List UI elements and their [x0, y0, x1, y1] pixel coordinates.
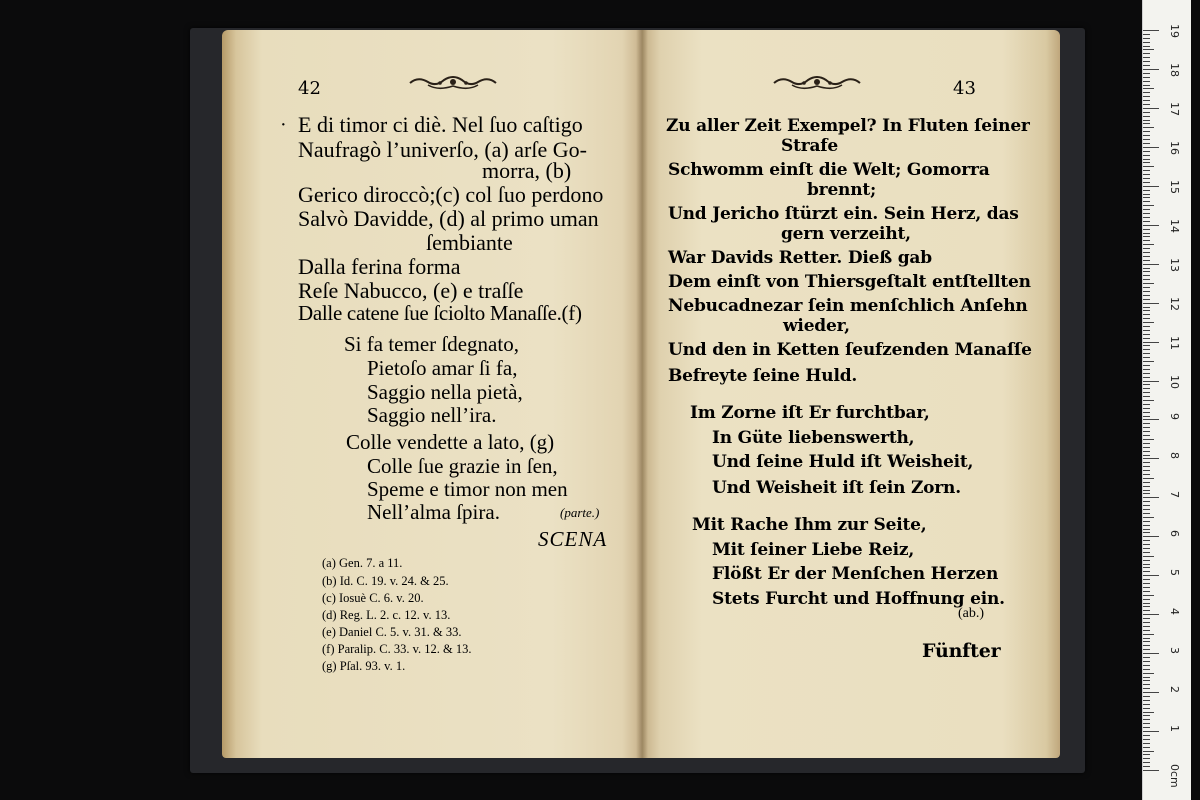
ruler-tick — [1143, 326, 1150, 327]
ruler-tick — [1143, 57, 1150, 58]
ruler-tick — [1143, 69, 1159, 70]
ruler-tick — [1143, 696, 1150, 697]
ruler-tick — [1143, 353, 1150, 354]
ruler-tick — [1143, 108, 1159, 109]
right-text-line: Dem einſt von Thiersgeſtalt entſtellten — [668, 272, 1031, 292]
ruler-tick — [1143, 606, 1150, 607]
ruler-tick — [1143, 645, 1150, 646]
footnote: (g) Pſal. 93. v. 1. — [322, 659, 406, 673]
ruler-tick — [1143, 268, 1150, 269]
ruler-tick — [1143, 178, 1150, 179]
ruler-tick — [1143, 532, 1150, 533]
ruler-tick — [1143, 688, 1150, 689]
ruler-tick — [1143, 595, 1154, 596]
ruler-tick — [1143, 529, 1150, 530]
ruler-tick — [1143, 622, 1150, 623]
ruler-tick — [1143, 704, 1150, 705]
ruler-tick — [1143, 361, 1154, 362]
ruler-tick — [1143, 560, 1150, 561]
ruler-tick — [1143, 244, 1154, 245]
ruler-tick — [1143, 256, 1150, 257]
ruler-tick — [1143, 236, 1150, 237]
ruler-tick — [1143, 388, 1150, 389]
ruler-tick — [1143, 680, 1150, 681]
ruler-tick — [1143, 314, 1150, 315]
ruler-tick — [1143, 525, 1150, 526]
right-aria-line: Mit Rache Ihm zur Seite, — [692, 515, 927, 535]
ruler-tick — [1143, 120, 1150, 121]
ruler-tick — [1143, 166, 1154, 167]
ruler-tick — [1143, 287, 1150, 288]
ruler-tick — [1143, 751, 1154, 752]
ruler-tick — [1143, 225, 1159, 226]
ruler-tick — [1143, 330, 1150, 331]
ruler-tick — [1143, 46, 1150, 47]
left-aria-line: Si fa temer ſdegnato, — [344, 332, 519, 356]
left-text-line: Dalle catene ſue ſciolto Manaſſe.(f) — [298, 301, 582, 325]
ruler-tick — [1143, 38, 1150, 39]
ruler-tick — [1143, 334, 1150, 335]
right-text-line: wieder, — [783, 316, 850, 336]
ruler-tick — [1143, 88, 1154, 89]
left-text-line: Salvò Davidde, (d) al primo uman — [298, 206, 599, 231]
ruler-tick — [1143, 229, 1150, 230]
ruler-tick — [1143, 73, 1150, 74]
ruler-tick — [1143, 653, 1159, 654]
right-aria-line: Flößt Er der Menſchen Herzen — [712, 564, 999, 584]
left-page-number: 42 — [298, 78, 321, 99]
left-text-line: ſembiante — [426, 230, 513, 255]
right-page-number: 43 — [953, 78, 976, 99]
ruler-tick — [1143, 213, 1150, 214]
right-text-line: Und den in Ketten ſeufzenden Manaſſe — [668, 340, 1032, 360]
ruler-label: 1 — [1168, 725, 1181, 733]
ruler-tick — [1143, 638, 1150, 639]
ruler-tick — [1143, 233, 1150, 234]
ruler-tick — [1143, 493, 1150, 494]
ruler-tick — [1143, 435, 1150, 436]
ruler-tick — [1143, 81, 1150, 82]
ruler-tick — [1143, 143, 1150, 144]
ruler-tick — [1143, 719, 1150, 720]
ruler-tick — [1143, 34, 1150, 35]
ruler-label: 12 — [1168, 296, 1181, 311]
ruler-tick — [1143, 665, 1150, 666]
ruler-label: 5 — [1168, 569, 1181, 577]
ruler-tick — [1143, 587, 1150, 588]
ruler-label: 11 — [1168, 335, 1181, 350]
ruler-tick — [1143, 127, 1154, 128]
ruler-tick — [1143, 174, 1150, 175]
ruler-tick — [1143, 579, 1150, 580]
ruler-label: 2 — [1168, 686, 1181, 694]
ruler-tick — [1143, 583, 1150, 584]
right-text-line: Schwomm einſt die Welt; Gomorra — [668, 160, 990, 180]
ruler-tick — [1143, 766, 1150, 767]
ruler-tick — [1143, 575, 1159, 576]
ruler-tick — [1143, 478, 1154, 479]
ruler-tick — [1143, 100, 1150, 101]
ruler-tick — [1143, 571, 1150, 572]
ruler-tick — [1143, 427, 1150, 428]
ruler-tick — [1143, 303, 1159, 304]
ruler-tick — [1143, 423, 1150, 424]
ruler-tick — [1143, 431, 1150, 432]
catchword: SCENA — [538, 527, 608, 551]
ruler-tick — [1143, 735, 1150, 736]
ruler-tick — [1143, 474, 1150, 475]
ruler-label: 17 — [1168, 101, 1181, 116]
book-gutter — [636, 30, 648, 758]
ruler-tick — [1143, 42, 1150, 43]
ruler-label: 16 — [1168, 140, 1181, 155]
ruler-tick — [1143, 186, 1159, 187]
ruler-tick — [1143, 723, 1150, 724]
ruler-tick — [1143, 155, 1150, 156]
ruler-tick — [1143, 521, 1150, 522]
ruler-tick — [1143, 349, 1150, 350]
headpiece-ornament-right — [772, 72, 862, 94]
ruler-tick — [1143, 162, 1150, 163]
ruler-tick — [1143, 618, 1150, 619]
ruler-tick — [1143, 447, 1150, 448]
ruler-tick — [1143, 626, 1150, 627]
ruler-tick — [1143, 692, 1159, 693]
ruler-tick — [1143, 630, 1150, 631]
ruler-tick — [1143, 770, 1159, 771]
left-aria-line: Saggio nell’ira. — [367, 403, 497, 427]
ruler-tick — [1143, 264, 1159, 265]
ruler-tick — [1143, 104, 1150, 105]
footnote: (f) Paralip. C. 33. v. 12. & 13. — [322, 642, 472, 656]
ruler-tick — [1143, 708, 1150, 709]
footnote: (b) Id. C. 19. v. 24. & 25. — [322, 574, 449, 588]
ruler-tick — [1143, 291, 1150, 292]
ruler-tick — [1143, 92, 1150, 93]
right-aria-line: Im Zorne iſt Er furchtbar, — [690, 403, 930, 423]
ruler-tick — [1143, 552, 1150, 553]
ruler-tick — [1143, 677, 1150, 678]
ruler-tick — [1143, 490, 1150, 491]
ruler-label: 6 — [1168, 530, 1181, 538]
ruler-tick — [1143, 131, 1150, 132]
ruler-tick — [1143, 564, 1150, 565]
ruler-tick — [1143, 610, 1150, 611]
ruler-tick — [1143, 501, 1150, 502]
bullet-dot: · — [280, 114, 287, 136]
ruler-tick — [1143, 248, 1150, 249]
footnote: (a) Gen. 7. a 11. — [322, 556, 403, 570]
left-aria-line: Saggio nella pietà, — [367, 380, 523, 404]
right-text-line: gern verzeiht, — [781, 224, 911, 244]
ruler-tick — [1143, 342, 1159, 343]
ruler-tick — [1143, 49, 1154, 50]
ruler-tick — [1143, 217, 1150, 218]
right-text-line: Und Jericho ſtürzt ein. Sein Herz, das — [668, 204, 1019, 224]
left-aria-line: Nell’alma ſpira. — [367, 500, 500, 524]
ruler-tick — [1143, 641, 1150, 642]
ruler-tick — [1143, 404, 1150, 405]
ruler-tick — [1143, 747, 1150, 748]
ruler-tick — [1143, 197, 1150, 198]
ruler-tick — [1143, 338, 1150, 339]
footnote: (d) Reg. L. 2. c. 12. v. 13. — [322, 608, 451, 622]
ruler-tick — [1143, 482, 1150, 483]
measuring-ruler — [1142, 0, 1191, 800]
ruler-tick — [1143, 548, 1150, 549]
ruler-tick — [1143, 295, 1150, 296]
ruler-tick — [1143, 416, 1150, 417]
ruler-label: 19 — [1168, 24, 1181, 38]
ruler-tick — [1143, 369, 1150, 370]
ruler-tick — [1143, 357, 1150, 358]
ruler-tick — [1143, 151, 1150, 152]
ruler-tick — [1143, 470, 1150, 471]
ruler-tick — [1143, 299, 1150, 300]
ruler-tick — [1143, 139, 1150, 140]
left-text-line: morra, (b) — [482, 158, 572, 183]
ruler-tick — [1143, 392, 1150, 393]
ruler-tick — [1143, 61, 1150, 62]
ruler-tick — [1143, 614, 1159, 615]
ruler-tick — [1143, 96, 1150, 97]
ruler-tick — [1143, 209, 1150, 210]
ruler-tick — [1143, 684, 1150, 685]
ruler-tick — [1143, 373, 1150, 374]
ruler-tick — [1143, 201, 1150, 202]
right-text-line: Zu aller Zeit Exempel? In Fluten ſeiner — [666, 116, 1030, 136]
ruler-tick — [1143, 466, 1150, 467]
headpiece-ornament-left — [408, 72, 498, 94]
ruler-tick — [1143, 194, 1150, 195]
left-aria-line: Speme e timor non men — [367, 477, 568, 501]
ruler-tick — [1143, 673, 1154, 674]
ruler-tick — [1143, 116, 1150, 117]
ruler-tick — [1143, 271, 1150, 272]
ruler-tick — [1143, 603, 1150, 604]
ruler-tick — [1143, 451, 1150, 452]
ruler-label: 13 — [1168, 257, 1181, 272]
ruler-tick — [1143, 85, 1150, 86]
left-text-line: Naufragò l’univerſo, (a) arſe Go- — [298, 137, 587, 162]
ruler-tick — [1143, 279, 1150, 280]
ruler-tick — [1143, 439, 1154, 440]
ruler-tick — [1143, 486, 1150, 487]
right-text-line: brennt; — [807, 180, 877, 200]
ruler-tick — [1143, 505, 1150, 506]
ruler-tick — [1143, 727, 1150, 728]
ruler-tick — [1143, 419, 1159, 420]
ruler-tick — [1143, 715, 1150, 716]
ruler-tick — [1143, 758, 1150, 759]
ruler-tick — [1143, 661, 1150, 662]
ruler-label: 18 — [1168, 62, 1181, 77]
ruler-tick — [1143, 634, 1154, 635]
exit-direction: (parte.) — [560, 505, 600, 520]
ruler-tick — [1143, 310, 1150, 311]
ruler-tick — [1143, 544, 1150, 545]
ruler-tick — [1143, 408, 1150, 409]
ruler-tick — [1143, 712, 1154, 713]
left-text-line: E di timor ci diè. Nel ſuo caſtigo — [298, 112, 583, 137]
ruler-tick — [1143, 591, 1150, 592]
ruler-tick — [1143, 53, 1150, 54]
footnote: (e) Daniel C. 5. v. 31. & 33. — [322, 625, 462, 639]
right-aria-line: Und ſeine Huld iſt Weisheit, — [712, 452, 974, 472]
ruler-tick — [1143, 240, 1150, 241]
ruler-tick — [1143, 455, 1150, 456]
ruler-tick — [1143, 384, 1150, 385]
ruler-tick — [1143, 517, 1154, 518]
ruler-label: 14 — [1168, 218, 1181, 233]
right-text-line: Strafe — [781, 136, 839, 156]
ruler-tick — [1143, 731, 1159, 732]
ruler-tick — [1143, 556, 1154, 557]
ruler-tick — [1143, 412, 1150, 413]
ruler-tick — [1143, 657, 1150, 658]
ruler-tick — [1143, 65, 1150, 66]
right-text-line: War Davids Retter. Dieß gab — [668, 248, 932, 268]
ruler-tick — [1143, 513, 1150, 514]
ruler-label: 7 — [1168, 491, 1181, 499]
ruler-tick — [1143, 743, 1150, 744]
catchword: Fünfter — [922, 640, 1001, 662]
ruler-tick — [1143, 123, 1150, 124]
ruler-tick — [1143, 307, 1150, 308]
left-text-line: Reſe Nabucco, (e) e traſſe — [298, 278, 524, 303]
ruler-tick — [1143, 112, 1150, 113]
ruler-tick — [1143, 30, 1159, 31]
ruler-tick — [1143, 377, 1150, 378]
ruler-tick — [1143, 318, 1150, 319]
right-text-line: Nebucadnezar ſein menſchlich Anſehn — [668, 296, 1028, 316]
right-aria-line: Und Weisheit iſt ſein Zorn. — [712, 478, 961, 498]
left-aria-line: Colle vendette a lato, (g) — [346, 430, 555, 454]
ruler-tick — [1143, 536, 1159, 537]
ruler-tick — [1143, 275, 1150, 276]
ruler-tick — [1143, 754, 1150, 755]
ruler-tick — [1143, 669, 1150, 670]
footnote: (c) Iosuè C. 6. v. 20. — [322, 591, 424, 605]
ruler-tick — [1143, 739, 1150, 740]
ruler-tick — [1143, 322, 1154, 323]
ruler-tick — [1143, 762, 1150, 763]
ruler-tick — [1143, 190, 1150, 191]
ruler-tick — [1143, 599, 1150, 600]
ruler-label: 9 — [1168, 413, 1181, 421]
ruler-tick — [1143, 345, 1150, 346]
right-text-line: Befreyte ſeine Huld. — [668, 366, 858, 386]
ruler-tick — [1143, 170, 1150, 171]
right-aria-line: In Güte liebenswerth, — [712, 428, 915, 448]
ruler-label: 8 — [1168, 452, 1181, 460]
ruler-tick — [1143, 205, 1154, 206]
ruler-tick — [1143, 77, 1150, 78]
ruler-tick — [1143, 396, 1150, 397]
ruler-tick — [1143, 567, 1150, 568]
ruler-tick — [1143, 252, 1150, 253]
ruler-label: 4 — [1168, 608, 1181, 616]
ruler-tick — [1143, 182, 1150, 183]
ruler-tick — [1143, 147, 1159, 148]
right-aria-line: Stets Furcht und Hoffnung ein. — [712, 589, 1005, 609]
exit-direction: (ab.) — [958, 606, 985, 621]
ruler-label: 3 — [1168, 647, 1181, 655]
left-aria-line: Colle ſue grazie in ſen, — [367, 454, 558, 478]
ruler-label: 15 — [1168, 179, 1181, 194]
left-aria-line: Pietoſo amar ſi fa, — [367, 356, 518, 380]
ruler-tick — [1143, 159, 1150, 160]
ruler-tick — [1143, 700, 1150, 701]
ruler-tick — [1143, 649, 1150, 650]
ruler-tick — [1143, 509, 1150, 510]
ruler-label: 0cm — [1168, 764, 1181, 788]
ruler-tick — [1143, 135, 1150, 136]
ruler-tick — [1143, 540, 1150, 541]
ruler-tick — [1143, 497, 1159, 498]
ruler-tick — [1143, 462, 1150, 463]
ruler-tick — [1143, 221, 1150, 222]
ruler-tick — [1143, 458, 1159, 459]
left-text-line: Gerico diroccò;(c) col ſuo perdono — [298, 182, 604, 207]
left-text-line: Dalla ferina forma — [298, 254, 461, 279]
ruler-tick — [1143, 400, 1154, 401]
ruler-label: 10 — [1168, 374, 1181, 389]
ruler-tick — [1143, 260, 1150, 261]
ruler-tick — [1143, 443, 1150, 444]
ruler-tick — [1143, 381, 1159, 382]
ruler-tick — [1143, 365, 1150, 366]
right-aria-line: Mit ſeiner Liebe Reiz, — [712, 540, 915, 560]
ruler-tick — [1143, 283, 1154, 284]
